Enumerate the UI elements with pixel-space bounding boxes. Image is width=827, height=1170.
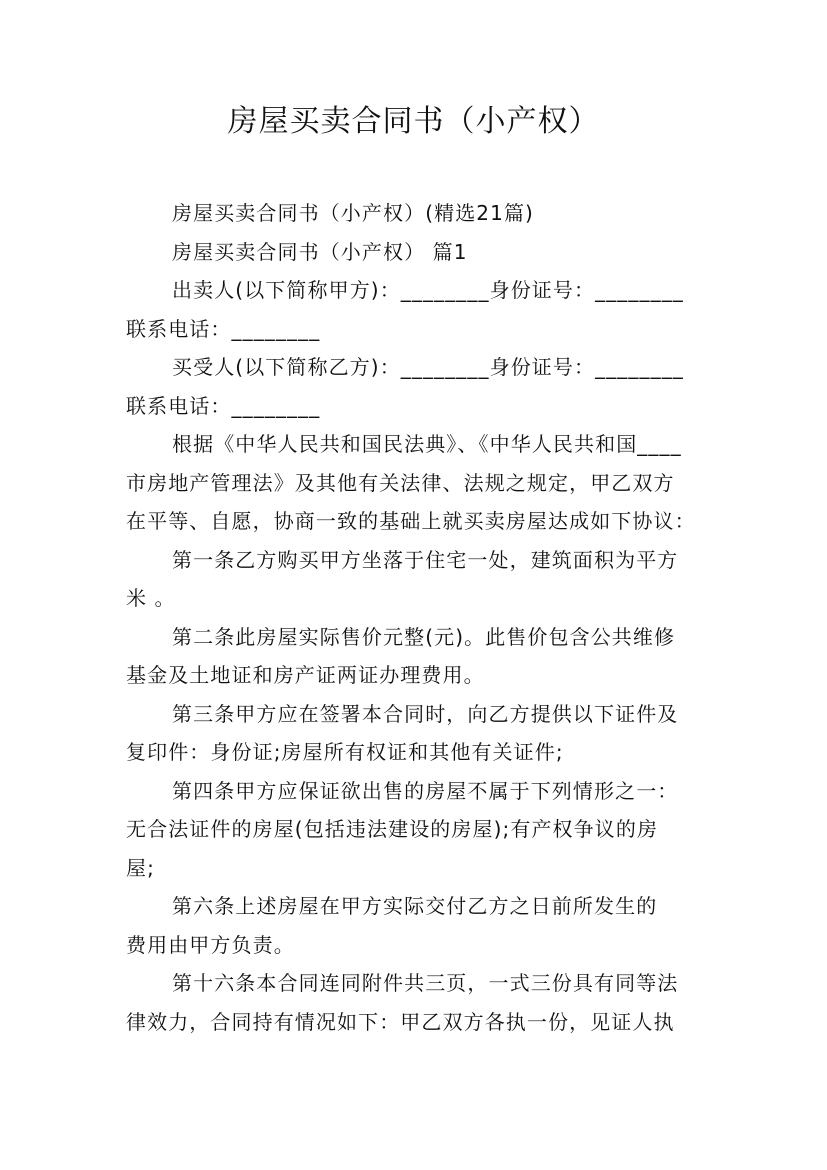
article-line: 第四条甲方应保证欲出售的房屋不属于下列情形之一： [172, 778, 679, 803]
seller-phone-line: 联系电话：________ [126, 316, 321, 341]
buyer-line: 买受人(以下简称乙方)：________身份证号：________ [172, 355, 684, 379]
section-heading: 房屋买卖合同书（小产权） 篇1 [172, 239, 468, 264]
article-line: 费用由甲方负责。 [126, 932, 295, 957]
article-line: 屋; [126, 855, 155, 880]
document-body [126, 194, 708, 1041]
article-line: 律效力，合同持有情况如下：甲乙双方各执一份，见证人执 [126, 1009, 675, 1034]
article-line: 第二条此房屋实际售价元整(元)。此售价包含公共维修 [172, 624, 676, 649]
article-line: 复印件：身份证;房屋所有权证和其他有关证件; [126, 740, 564, 764]
article-line: 第六条上述房屋在甲方实际交付乙方之日前所发生的 [172, 894, 658, 918]
article-line: 第三条甲方应在签署本合同时，向乙方提供以下证件及 [172, 701, 679, 726]
subtitle-line: 房屋买卖合同书（小产权）(精选21篇) [172, 201, 534, 225]
article-line: 第一条乙方购买甲方坐落于住宅一处，建筑面积为平方 [172, 547, 679, 572]
paragraph-line: 根据《中华人民共和国民法典》、《中华人民共和国____ [172, 432, 682, 456]
buyer-phone-line: 联系电话：________ [126, 393, 321, 418]
article-line: 基金及土地证和房产证两证办理费用。 [126, 663, 485, 687]
article-line: 米 。 [126, 586, 176, 610]
paragraph-line: 市房地产管理法》及其他有关法律、法规之规定，甲乙双方 [126, 470, 675, 495]
document-title: 房屋买卖合同书（小产权） [227, 104, 600, 139]
paragraph-line: 在平等、自愿，协商一致的基础上就买卖房屋达成如下协议： [126, 509, 696, 533]
seller-line: 出卖人(以下简称甲方)：________身份证号：________ [172, 278, 684, 302]
article-line: 第十六条本合同连同附件共三页，一式三份具有同等法 [172, 971, 679, 995]
article-line: 无合法证件的房屋(包括违法建设的房屋);有产权争议的房 [126, 817, 659, 841]
